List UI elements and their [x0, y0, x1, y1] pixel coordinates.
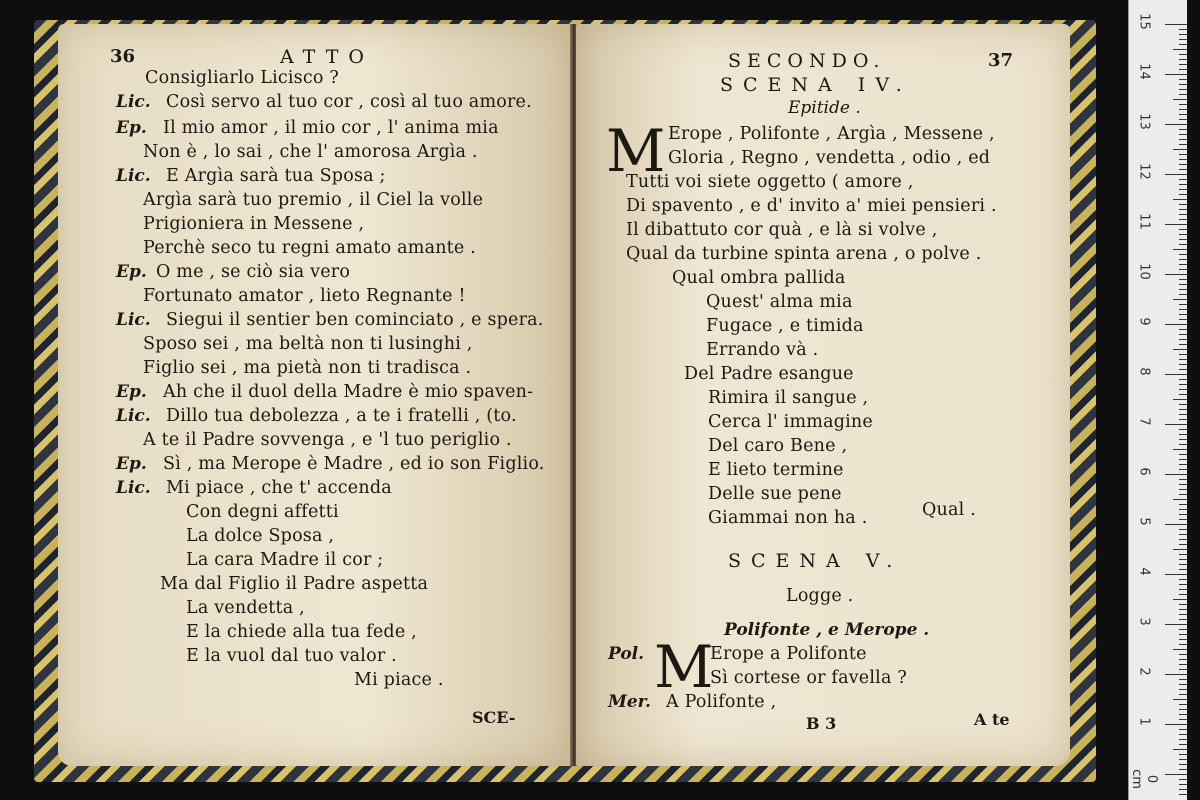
ruler-tick — [1179, 689, 1187, 690]
ruler-tick — [1179, 789, 1187, 790]
verse-line: Fugace , e timida — [706, 316, 864, 336]
ruler-tick — [1179, 269, 1187, 270]
verse-line: E la chiede alla tua fede , — [186, 622, 417, 642]
verse-line: Sì , ma Merope è Madre , ed io son Figlio. — [163, 454, 545, 474]
ruler-tick — [1179, 419, 1187, 420]
ruler-tick — [1179, 459, 1187, 460]
verse-line: Siegui il sentier ben cominciato , e spera. — [166, 310, 544, 330]
verse-line: Erope a Polifonte — [710, 644, 867, 664]
ruler-tick — [1179, 719, 1187, 720]
ruler-tick — [1173, 249, 1187, 250]
ruler-tick — [1179, 184, 1187, 185]
speaker: Ep. — [116, 382, 147, 402]
verse-line: Con degni affetti — [186, 502, 339, 522]
ruler-tick — [1173, 649, 1187, 650]
ruler-tick — [1179, 279, 1187, 280]
speaker: Ep. — [116, 262, 147, 282]
ruler-label: 13 — [1136, 113, 1152, 130]
ruler-tick — [1179, 314, 1187, 315]
ruler-tick — [1165, 674, 1187, 675]
ruler-label: 15 — [1136, 13, 1152, 30]
ruler-tick — [1179, 489, 1187, 490]
verse-line: Dillo tua debolezza , a te i fratelli , (to. — [166, 406, 517, 426]
ruler-tick — [1165, 74, 1187, 75]
verse-line: A Polifonte , — [666, 692, 777, 712]
ruler-tick — [1179, 144, 1187, 145]
ruler-tick — [1179, 669, 1187, 670]
ruler-tick — [1165, 724, 1187, 725]
ruler-tick — [1173, 99, 1187, 100]
ruler-tick — [1179, 569, 1187, 570]
verse-line: Non è , lo sai , che l' amorosa Argìa . — [143, 142, 478, 162]
ruler-tick — [1179, 154, 1187, 155]
ruler-tick — [1179, 434, 1187, 435]
verse-line: Errando và . — [706, 340, 819, 360]
ruler-tick — [1179, 544, 1187, 545]
scene-title: SCENA V. — [728, 550, 903, 572]
ruler-tick — [1179, 354, 1187, 355]
ruler-tick — [1173, 749, 1187, 750]
ruler-tick — [1179, 59, 1187, 60]
ruler-tick — [1179, 769, 1187, 770]
speaker: Pol. — [608, 644, 645, 664]
ruler-tick — [1179, 84, 1187, 85]
ruler-tick — [1179, 309, 1187, 310]
verse-line: Quest' alma mia — [706, 292, 853, 312]
ruler-tick — [1179, 484, 1187, 485]
speaker: Lic. — [116, 406, 151, 426]
ruler-tick — [1179, 284, 1187, 285]
ruler-tick — [1179, 329, 1187, 330]
verse-line: Il dibattuto cor quà , e là si volve , — [626, 220, 938, 240]
ruler-label: 2 — [1136, 667, 1152, 676]
ruler-tick — [1179, 44, 1187, 45]
ruler-tick — [1179, 114, 1187, 115]
verse-line: Qual . — [922, 500, 976, 520]
speaker: Ep. — [116, 118, 147, 138]
ruler-tick — [1179, 744, 1187, 745]
ruler-tick — [1179, 194, 1187, 195]
ruler-tick — [1179, 709, 1187, 710]
ruler-tick — [1173, 399, 1187, 400]
speaker: Ep. — [116, 454, 147, 474]
ruler-tick — [1179, 294, 1187, 295]
ruler-tick — [1179, 694, 1187, 695]
ruler-tick — [1179, 219, 1187, 220]
ruler-tick — [1179, 584, 1187, 585]
verse-line: Il mio amor , il mio cor , l' anima mia — [163, 118, 499, 138]
verse-line: Giammai non ha . — [708, 508, 868, 528]
ruler-tick — [1179, 259, 1187, 260]
verse-line: Così servo al tuo cor , così al tuo amore. — [166, 92, 532, 112]
ruler-tick — [1173, 499, 1187, 500]
ruler-tick — [1179, 429, 1187, 430]
ruler-label: 9 — [1136, 317, 1152, 326]
ruler-tick — [1179, 404, 1187, 405]
ruler-tick — [1173, 49, 1187, 50]
ruler-tick — [1165, 474, 1187, 475]
ruler-tick — [1173, 549, 1187, 550]
drop-capital: M — [654, 633, 714, 701]
ruler-tick — [1165, 524, 1187, 525]
ruler-tick — [1179, 454, 1187, 455]
ruler-tick — [1179, 264, 1187, 265]
ruler-tick — [1173, 599, 1187, 600]
ruler-tick — [1179, 579, 1187, 580]
ruler-tick — [1173, 299, 1187, 300]
ruler-tick — [1179, 559, 1187, 560]
ruler-tick — [1179, 79, 1187, 80]
ruler-label: 4 — [1136, 567, 1152, 576]
ruler-tick — [1179, 639, 1187, 640]
ruler-tick — [1179, 359, 1187, 360]
ruler-tick — [1179, 564, 1187, 565]
ruler-tick — [1179, 784, 1187, 785]
ruler-tick — [1179, 139, 1187, 140]
verse-line: Mi piace , che t' accenda — [166, 478, 392, 498]
ruler-tick — [1173, 699, 1187, 700]
ruler-tick — [1179, 209, 1187, 210]
ruler-tick — [1179, 714, 1187, 715]
right-page — [576, 24, 1070, 766]
ruler-tick — [1179, 629, 1187, 630]
ruler-tick — [1179, 89, 1187, 90]
ruler-tick — [1179, 54, 1187, 55]
ruler-tick — [1179, 494, 1187, 495]
ruler-tick — [1179, 384, 1187, 385]
ruler-tick — [1165, 374, 1187, 375]
speaker: Lic. — [116, 310, 151, 330]
ruler-tick — [1179, 634, 1187, 635]
ruler-tick — [1179, 339, 1187, 340]
ruler-tick — [1179, 239, 1187, 240]
ruler-tick — [1179, 609, 1187, 610]
ruler-tick — [1179, 69, 1187, 70]
ruler-tick — [1179, 364, 1187, 365]
ruler-tick — [1179, 159, 1187, 160]
ruler-tick — [1165, 124, 1187, 125]
verse-line: Sì cortese or favella ? — [710, 668, 907, 688]
verse-line: Ma dal Figlio il Padre aspetta — [160, 574, 429, 594]
ruler-tick — [1179, 759, 1187, 760]
ruler-tick — [1179, 654, 1187, 655]
ruler-tick — [1179, 94, 1187, 95]
ruler-tick — [1179, 244, 1187, 245]
ruler-tick — [1165, 224, 1187, 225]
verse-line: Delle sue pene — [708, 484, 842, 504]
ruler-tick — [1179, 214, 1187, 215]
speaker: Lic. — [116, 478, 151, 498]
ruler-tick — [1179, 734, 1187, 735]
catchword-left: SCE- — [472, 708, 516, 727]
ruler-tick — [1179, 684, 1187, 685]
ruler-tick — [1179, 739, 1187, 740]
verse-line: Perchè seco tu regni amato amante . — [143, 238, 476, 258]
ruler-tick — [1179, 779, 1187, 780]
scene-title: SCENA IV. — [720, 74, 912, 96]
ruler-tick — [1179, 289, 1187, 290]
measuring-ruler — [1128, 0, 1187, 800]
ruler-tick — [1165, 274, 1187, 275]
ruler-tick — [1179, 554, 1187, 555]
speaker: Lic. — [116, 166, 151, 186]
verse-line: Argìa sarà tuo premio , il Ciel la volle — [143, 190, 484, 210]
verse-line: Gloria , Regno , vendetta , odio , ed — [668, 148, 991, 168]
ruler-tick — [1179, 414, 1187, 415]
ruler-tick — [1179, 619, 1187, 620]
ruler-tick — [1179, 514, 1187, 515]
ruler-tick — [1179, 334, 1187, 335]
verse-line: A te il Padre sovvenga , e 'l tuo periglio . — [143, 430, 512, 450]
verse-line: Cerca l' immagine — [708, 412, 873, 432]
ruler-tick — [1179, 729, 1187, 730]
ruler-tick — [1179, 29, 1187, 30]
ruler-tick — [1179, 539, 1187, 540]
signature-mark: B 3 — [806, 714, 837, 733]
ruler-tick — [1179, 34, 1187, 35]
ruler-tick — [1179, 64, 1187, 65]
ruler-tick — [1179, 509, 1187, 510]
ruler-tick — [1179, 389, 1187, 390]
ruler-label: 3 — [1136, 617, 1152, 626]
ruler-label: 11 — [1136, 213, 1152, 230]
verse-line: La vendetta , — [186, 598, 305, 618]
ruler-tick — [1179, 529, 1187, 530]
ruler-tick — [1179, 664, 1187, 665]
ruler-tick — [1179, 589, 1187, 590]
ruler-tick — [1179, 189, 1187, 190]
verse-line: Erope , Polifonte , Argìa , Messene , — [668, 124, 995, 144]
verse-line: Di spavento , e d' invito a' miei pensieri . — [626, 196, 997, 216]
ruler-tick — [1179, 604, 1187, 605]
scene-characters: Polifonte , e Merope . — [724, 620, 930, 640]
ruler-tick — [1179, 504, 1187, 505]
ruler-label: 7 — [1136, 417, 1152, 426]
verse-line: Sposo sei , ma beltà non ti lusinghi , — [143, 334, 473, 354]
ruler-tick — [1179, 519, 1187, 520]
ruler-tick — [1165, 24, 1187, 25]
scene-character: Epitide . — [788, 98, 861, 118]
ruler-tick — [1179, 659, 1187, 660]
verse-line: Rimira il sangue , — [708, 388, 869, 408]
ruler-tick — [1179, 794, 1187, 795]
ruler-tick — [1179, 369, 1187, 370]
page-number-left: 36 — [110, 46, 136, 67]
ruler-tick — [1179, 594, 1187, 595]
ruler-tick — [1179, 234, 1187, 235]
ruler-tick — [1179, 179, 1187, 180]
verse-line: Del Padre esangue — [684, 364, 854, 384]
ruler-tick — [1173, 349, 1187, 350]
ruler-label: 6 — [1136, 467, 1152, 476]
ruler-tick — [1179, 534, 1187, 535]
ruler-label: 5 — [1136, 517, 1152, 526]
verse-line: La cara Madre il cor ; — [186, 550, 384, 570]
ruler-tick — [1165, 424, 1187, 425]
ruler-tick — [1179, 439, 1187, 440]
ruler-tick — [1179, 479, 1187, 480]
running-head-left: ATTO — [280, 46, 374, 68]
verse-line: O me , se ciò sia vero — [156, 262, 351, 282]
catchword-right: A te — [974, 710, 1010, 729]
ruler-tick — [1179, 469, 1187, 470]
verse-line: Del caro Bene , — [708, 436, 848, 456]
ruler-label: 1 — [1136, 717, 1152, 726]
ruler-tick — [1165, 624, 1187, 625]
verse-line: Prigioniera in Messene , — [143, 214, 365, 234]
speaker: Mer. — [608, 692, 651, 712]
verse-line: E la vuol dal tuo valor . — [186, 646, 397, 666]
running-head-right: SECONDO. — [728, 50, 886, 72]
ruler-label: 14 — [1136, 63, 1152, 80]
ruler-tick — [1179, 254, 1187, 255]
ruler-tick — [1179, 464, 1187, 465]
ruler-tick — [1179, 129, 1187, 130]
ruler-tick — [1179, 679, 1187, 680]
ruler-tick — [1179, 164, 1187, 165]
ruler-tick — [1179, 379, 1187, 380]
ruler-tick — [1173, 149, 1187, 150]
verse-line: Consigliarlo Licisco ? — [145, 68, 339, 88]
verse-line: Ah che il duol della Madre è mio spaven- — [163, 382, 534, 402]
ruler-tick — [1179, 444, 1187, 445]
ruler-tick — [1173, 199, 1187, 200]
ruler-label: 10 — [1136, 263, 1152, 280]
ruler-label: 12 — [1136, 163, 1152, 180]
verse-line: Figlio sei , ma pietà non ti tradisca . — [143, 358, 472, 378]
ruler-label: 0 cm — [1129, 769, 1159, 789]
ruler-label: 8 — [1136, 367, 1152, 376]
verse-line: Tutti voi siete oggetto ( amore , — [626, 172, 914, 192]
ruler-tick — [1179, 229, 1187, 230]
verse-line: E lieto termine — [708, 460, 844, 480]
ruler-tick — [1179, 169, 1187, 170]
ruler-tick — [1165, 324, 1187, 325]
drop-capital: M — [606, 117, 666, 185]
verse-line: Qual da turbine spinta arena , o polve . — [626, 244, 982, 264]
ruler-tick — [1179, 614, 1187, 615]
ruler-tick — [1165, 774, 1187, 775]
ruler-tick — [1179, 134, 1187, 135]
verse-line: Fortunato amator , lieto Regnante ! — [143, 286, 466, 306]
ruler-tick — [1179, 764, 1187, 765]
ruler-tick — [1173, 449, 1187, 450]
ruler-tick — [1179, 104, 1187, 105]
verse-line: La dolce Sposa , — [186, 526, 335, 546]
verse-line: E Argìa sarà tua Sposa ; — [166, 166, 386, 186]
ruler-tick — [1165, 174, 1187, 175]
ruler-tick — [1179, 39, 1187, 40]
ruler-tick — [1179, 644, 1187, 645]
ruler-tick — [1179, 754, 1187, 755]
scene-setting: Logge . — [786, 586, 854, 606]
ruler-tick — [1165, 574, 1187, 575]
ruler-tick — [1179, 344, 1187, 345]
ruler-tick — [1179, 304, 1187, 305]
ruler-tick — [1179, 704, 1187, 705]
verse-line: Mi piace . — [354, 670, 444, 690]
verse-line: Qual ombra pallida — [672, 268, 846, 288]
page-number-right: 37 — [988, 50, 1014, 71]
ruler-tick — [1179, 409, 1187, 410]
ruler-tick — [1179, 109, 1187, 110]
left-page — [58, 24, 572, 766]
speaker: Lic. — [116, 92, 151, 112]
ruler-tick — [1179, 394, 1187, 395]
ruler-tick — [1179, 204, 1187, 205]
ruler-tick — [1179, 119, 1187, 120]
ruler-tick — [1179, 319, 1187, 320]
